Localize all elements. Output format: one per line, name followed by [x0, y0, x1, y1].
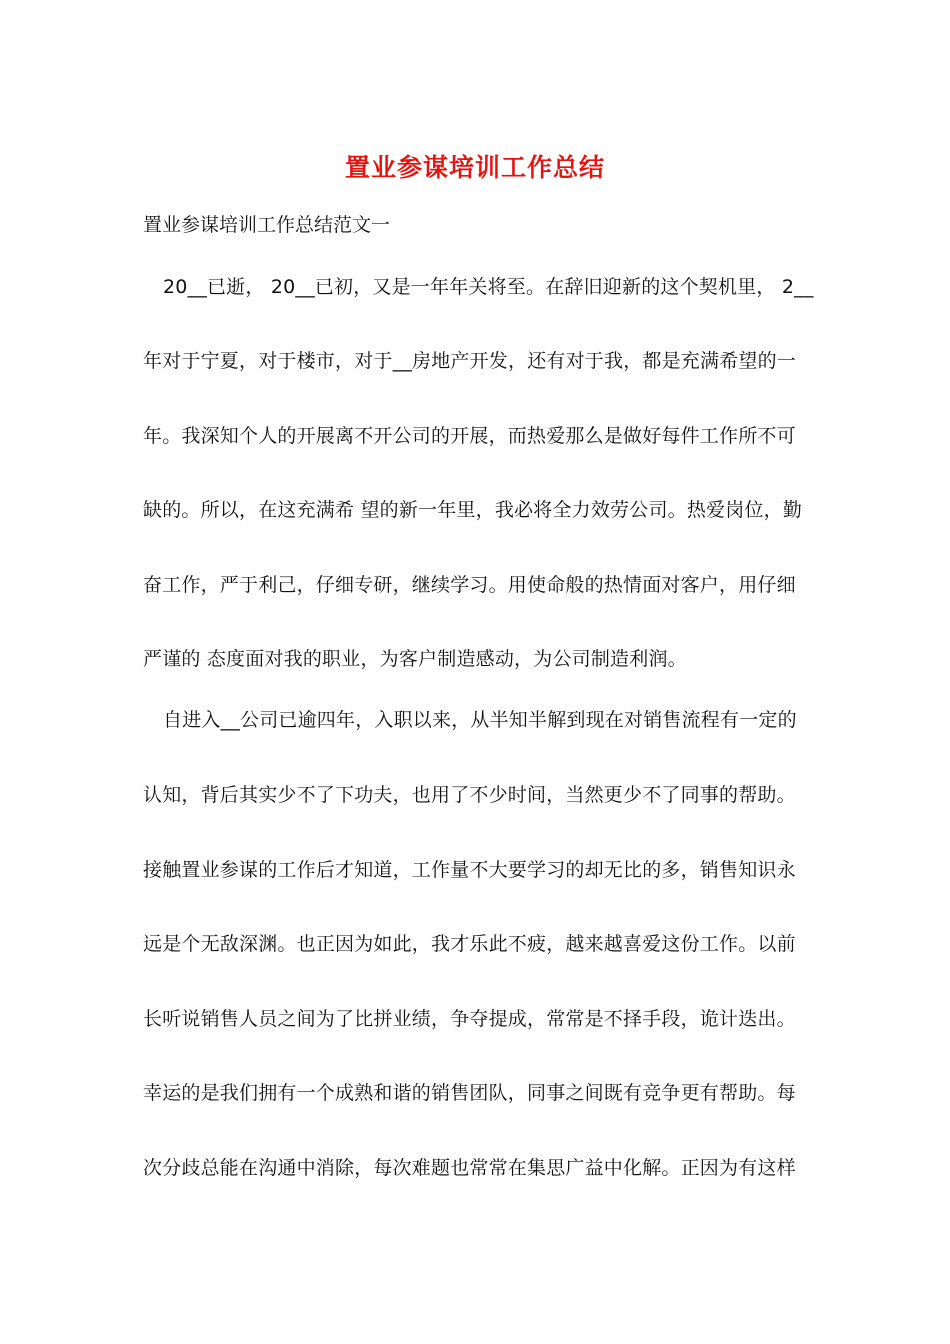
paragraph-line: 缺的。所以，在这充满希 望的新一年里，我必将全力效劳公司。热爱岗位，勤	[143, 499, 803, 521]
paragraph-line: 严谨的 态度面对我的职业，为客户制造感动，为公司制造利润。	[143, 648, 687, 670]
paragraph-line: 接触置业参谋的工作后才知道，工作量不大要学习的却无比的多，销售知识永	[143, 859, 796, 881]
paragraph-line: 20__已逝， 20__已初，又是一年年关将至。在辞旧迎新的这个契机里， 2__	[163, 276, 814, 298]
paragraph-line: 年对于宁夏，对于楼市，对于__房地产开发，还有对于我，都是充满希望的一	[143, 350, 797, 372]
paragraph-line: 认知，背后其实少不了下功夫，也用了不少时间，当然更少不了同事的帮助。	[143, 784, 796, 806]
paragraph-line: 长听说销售人员之间为了比拼业绩，争夺提成，常常是不择手段，诡计迭出。	[143, 1008, 796, 1030]
document-subtitle: 置业参谋培训工作总结范文一	[143, 214, 391, 236]
paragraph-line: 幸运的是我们拥有一个成熟和谐的销售团队，同事之间既有竞争更有帮助。每	[143, 1082, 796, 1104]
paragraph-line: 远是个无敌深渊。也正因为如此，我才乐此不疲，越来越喜爱这份工作。以前	[143, 933, 796, 955]
document-title: 置业参谋培训工作总结	[344, 153, 605, 182]
paragraph-line: 次分歧总能在沟通中消除，每次难题也常常在集思广益中化解。正因为有这样	[143, 1157, 796, 1179]
paragraph-line: 自进入__公司已逾四年，入职以来，从半知半解到现在对销售流程有一定的	[163, 709, 797, 731]
paragraph-line: 奋工作，严于利己，仔细专研，继续学习。用使命般的热情面对客户，用仔细	[143, 574, 796, 596]
paragraph-line: 年。我深知个人的开展离不开公司的开展，而热爱那么是做好每件工作所不可	[143, 425, 796, 447]
